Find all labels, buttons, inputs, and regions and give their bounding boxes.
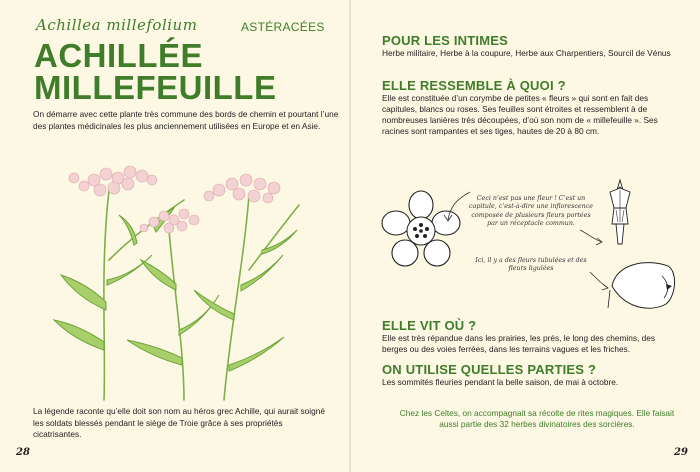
capitule-caption: Ceci n’est pas une fleur ! C’est un capitule, c’est-à-dire une inflorescence composée de plusieurs fleurs portées par un réceptacle commun. (469, 195, 593, 227)
section-parts-used (382, 362, 682, 388)
tubular-floret-drawing (600, 178, 640, 248)
legend-paragraph: La légende raconte qu’elle doit son nom au héros grec Achille, qui aurait soigné les soldats blessés pendant le siège de Troie grâce à ses propriétés cicatrisantes. (33, 406, 325, 439)
celtic-note: Chez les Celtes, on accompagnait sa récolte de rites magiques. Elle faisait aussi partie des 32 herbes divinatoires des sorcières. (399, 408, 675, 429)
intro-paragraph: On démarre avec cette plante très commune des bords de chemin et pourtant l’une des plantes médicinales les plus anciennement utilisées en Europe et en Asie. (33, 109, 339, 131)
section-heading: ELLE RESSEMBLE À QUOI ? (382, 78, 566, 93)
latin-name: Achillea millefolium (36, 16, 198, 34)
section-heading: POUR LES INTIMES (382, 33, 508, 48)
page-gutter (349, 0, 351, 472)
section-heading: ELLE VIT OÙ ? (382, 318, 477, 333)
section-heading: ON UTILISE QUELLES PARTIES ? (382, 362, 597, 377)
florets-caption: Ici, il y a des fleurs tubulées et des fleurs ligulées (475, 257, 587, 273)
ligulate-floret-drawing (606, 256, 682, 314)
page-title (34, 37, 277, 106)
page-number-right: 29 (674, 447, 688, 458)
title-line-2: MILLEFEUILLE (34, 69, 277, 106)
section-text: Les sommités fleuries pendant la belle saison, de mai à octobre. (382, 377, 619, 387)
yarrow-illustration (34, 150, 334, 402)
section-habitat (382, 318, 682, 355)
page-number-left: 28 (16, 447, 30, 458)
section-text: Herbe militaire, Herbe à la coupure, Herbe aux Charpentiers, Sourcil de Vénus (382, 48, 671, 58)
section-text: Elle est constituée d’un corymbe de petites « fleurs » qui sont en fait des capitules, blancs ou roses. Ses feuilles sont étroites et ressemblent à de nombreuses lanières très découpées, d’où son nom de « millefeuille ». Ses racines sont rampantes et ses tiges, hautes de 20 à 80 cm. (382, 93, 658, 136)
title-line-1: ACHILLÉE (34, 37, 203, 74)
section-nicknames (382, 33, 682, 59)
plant-family: ASTÉRACÉES (241, 20, 325, 34)
section-text: Elle est très répandue dans les prairies, les prés, le long des chemins, des berges ou des voies ferrées, dans les terrains vagues et les friches. (382, 333, 656, 354)
section-appearance (382, 78, 682, 137)
